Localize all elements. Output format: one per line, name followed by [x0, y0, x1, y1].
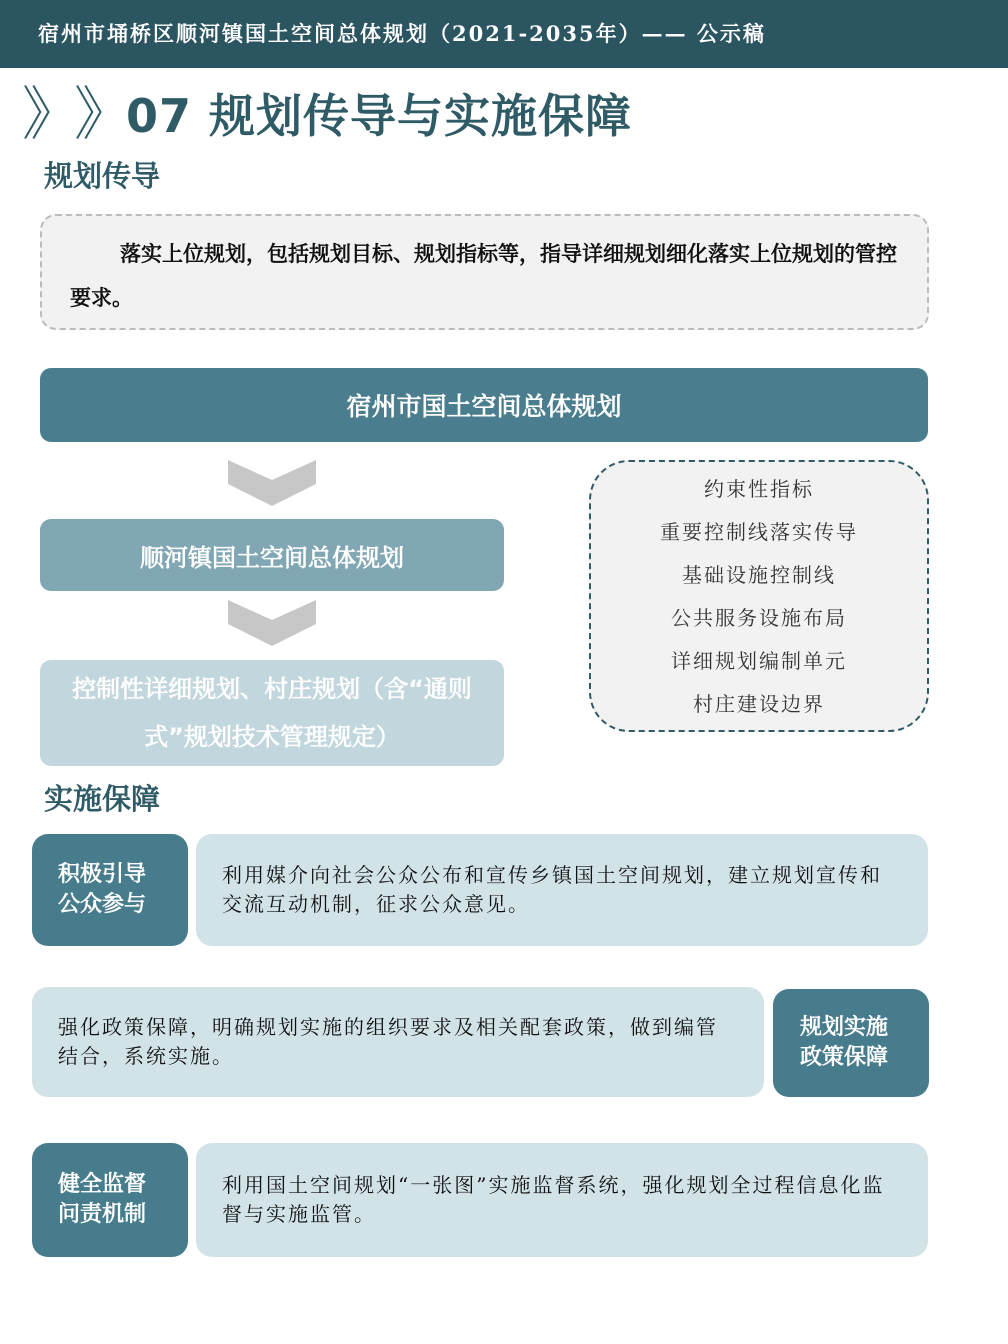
level-detailed-plan	[40, 660, 504, 766]
tag-policy-guarantee	[773, 989, 929, 1097]
level-detailed-plan-label: 控制性详细规划、村庄规划（含“通则式”规划技术管理规定）	[72, 675, 472, 751]
content-policy-guarantee	[32, 987, 764, 1097]
constraint-item: 基础设施控制线	[682, 563, 836, 587]
level-city-plan	[40, 368, 928, 442]
content-text: 利用媒介向社会公众公布和宣传乡镇国土空间规划，建立规划宣传和交流互动机制，征求公众意见。	[222, 863, 882, 916]
content-supervision-accountability	[196, 1143, 928, 1257]
header-bar: 宿州市埇桥区顺河镇国土空间总体规划（2021-2035年）—— 公示稿	[0, 0, 1008, 68]
constraint-item: 约束性指标	[704, 477, 814, 501]
page-title: 07 规划传导与实施保障	[126, 89, 633, 143]
tag-line: 问责机制	[58, 1202, 147, 1227]
constraint-list-box	[589, 460, 929, 732]
content-public-participation	[196, 834, 928, 946]
tag-line: 健全监督	[58, 1172, 147, 1197]
chevron-double-icon-2: 》	[74, 80, 133, 148]
tag-line: 积极引导	[58, 862, 147, 887]
tag-supervision-accountability	[32, 1143, 188, 1257]
constraint-item: 重要控制线落实传导	[660, 520, 858, 544]
chevron-down-arrow-icon-2	[228, 600, 316, 646]
constraint-item: 公共服务设施布局	[671, 606, 847, 630]
tag-line: 公众参与	[58, 892, 147, 917]
chevron-double-icon: 》	[22, 80, 81, 148]
tag-line: 政策保障	[800, 1045, 889, 1070]
constraint-item: 村庄建设边界	[693, 692, 825, 716]
level-town-plan	[40, 519, 504, 591]
tag-line: 规划实施	[800, 1015, 889, 1040]
level-city-plan-label: 宿州市国土空间总体规划	[346, 392, 622, 421]
tag-public-participation	[32, 834, 188, 946]
content-text: 利用国土空间规划“一张图”实施监督系统，强化规划全过程信息化监督与实施监管。	[222, 1173, 885, 1226]
level-town-plan-label: 顺河镇国土空间总体规划	[140, 543, 404, 572]
chevron-down-arrow-icon	[228, 460, 316, 506]
section-heading-implementation: 实施保障	[44, 782, 161, 816]
intro-text: 落实上位规划，包括规划目标、规划指标等，指导详细规划细化落实上位规划的管控要求。	[70, 242, 897, 310]
constraint-item: 详细规划编制单元	[671, 649, 847, 673]
content-text: 强化政策保障，明确规划实施的组织要求及相关配套政策，做到编管结合，系统实施。	[58, 1015, 718, 1068]
section-heading-transmission: 规划传导	[44, 159, 161, 193]
intro-text-box	[40, 214, 929, 330]
